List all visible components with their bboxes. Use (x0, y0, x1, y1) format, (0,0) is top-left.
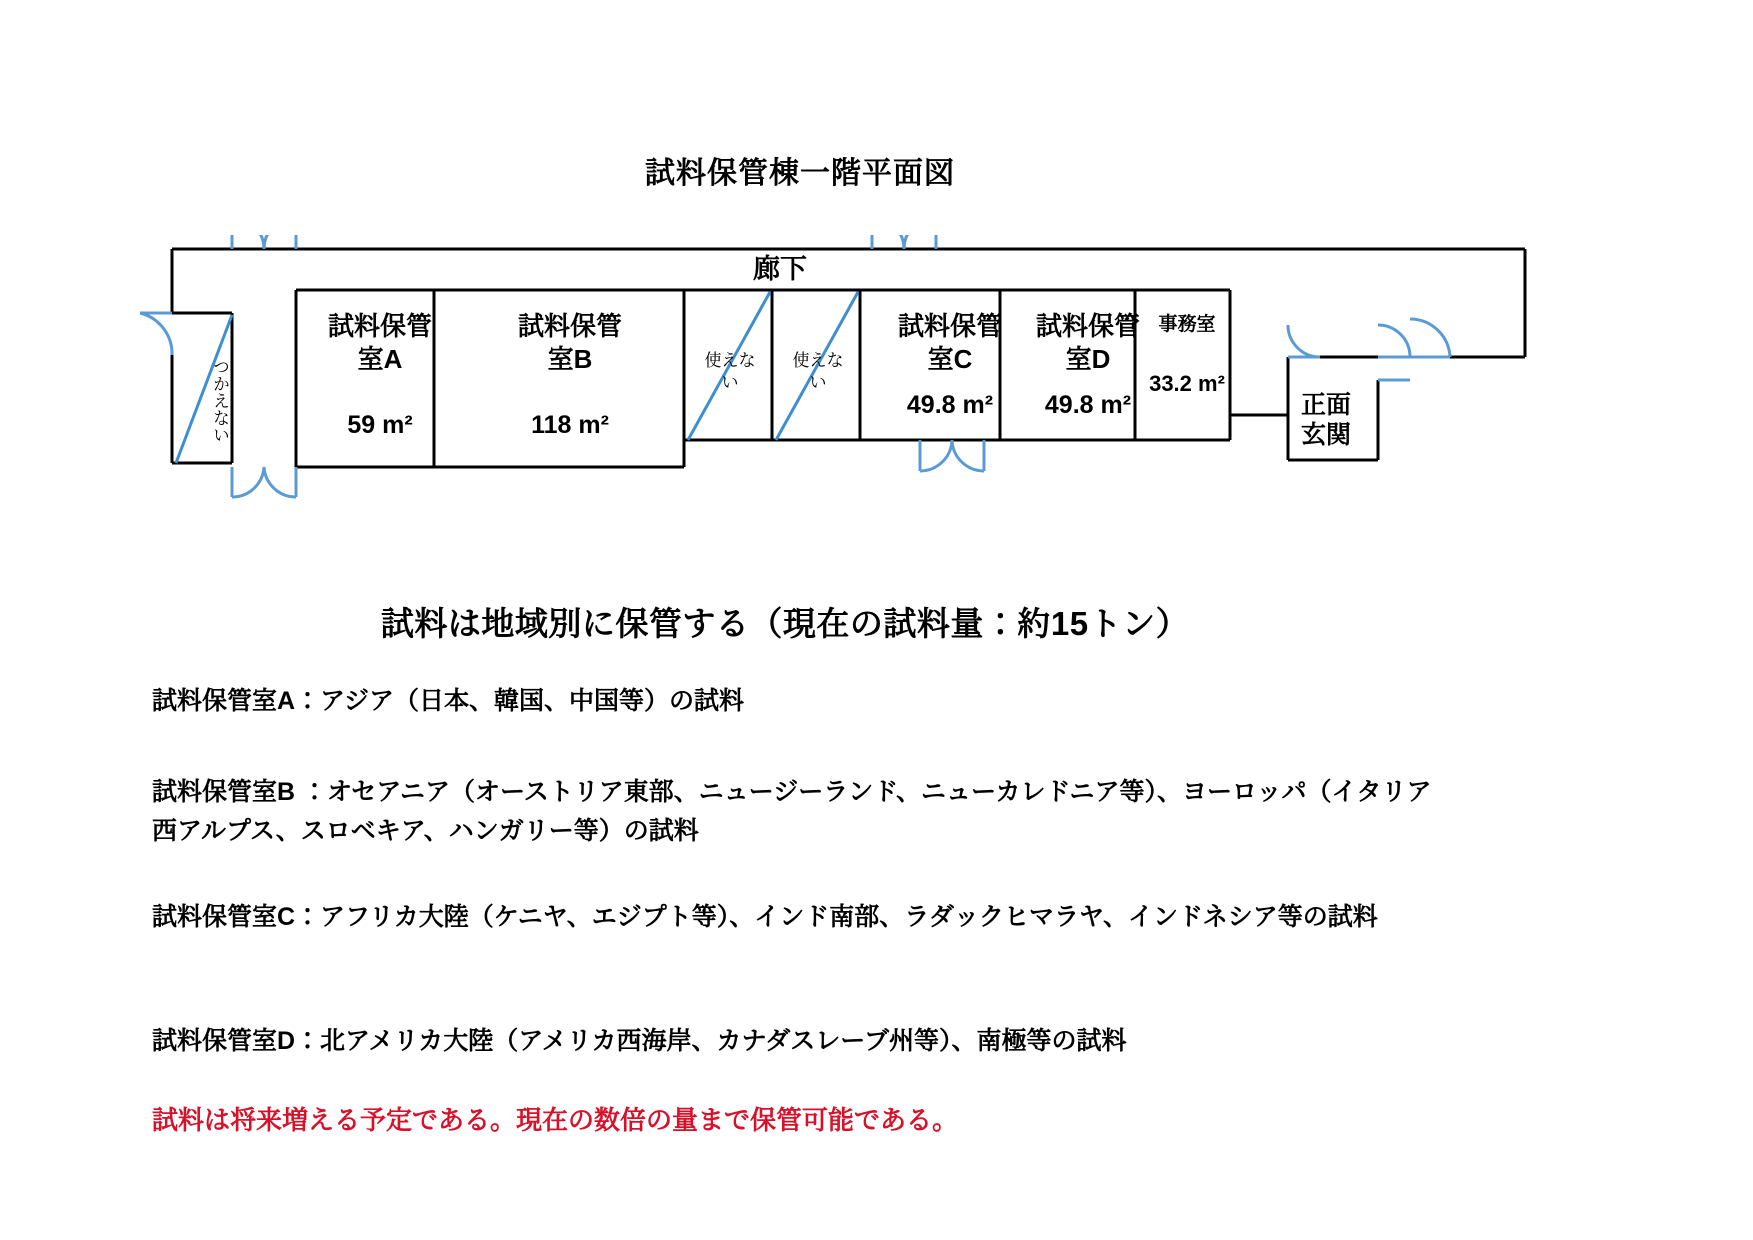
front-entrance-label: 正面 玄関 (1300, 391, 1351, 449)
future-capacity-note: 試料は将来増える予定である。現在の数倍の量まで保管可能である。 (152, 1105, 959, 1135)
hatch-lines (176, 292, 858, 463)
corridor-label: 廊下 (753, 254, 807, 284)
room-c-name-line1: 試料保管 (897, 311, 1002, 341)
storage-closet-label: つかえない (210, 357, 229, 443)
room-b-name-line1: 試料保管 (517, 311, 622, 341)
unusable-area-1-label: 使えない (704, 351, 756, 393)
office-name: 事務室 (1158, 314, 1216, 335)
room-d-area: 49.8 m² (1044, 391, 1132, 419)
room-c-area: 49.8 m² (906, 391, 994, 419)
room-c-name-line2: 室C (927, 343, 973, 374)
floor-plan-diagram (0, 235, 1753, 525)
room-a-name-line2: 室A (357, 343, 403, 374)
description-room-a: 試料保管室A：アジア（日本、韓国、中国等）の試料 (152, 687, 745, 715)
description-room-b: 試料保管室B ：オセアニア（オーストリア東部、ニュージーランド、ニューカレドニア等）、ヨーロッパ（イタリア西アルプス、スロベキア、ハンガリー等）の試料 (152, 778, 1432, 845)
floor-plan-svg (0, 235, 1753, 525)
door-swing-arcs (140, 235, 1450, 497)
room-b-name-line2: 室B (547, 343, 593, 374)
building-outline (172, 249, 1525, 467)
description-room-c: 試料保管室C：アフリカ大陸（ケニヤ、エジプト等）、インド南部、ラダックヒマラヤ、インドネシア等の試料 (152, 903, 1378, 931)
headline-text: 試料は地域別に保管する（現在の試料量：約15トン） (380, 605, 1190, 642)
page-title: 試料保管棟一階平面図 (645, 157, 955, 190)
room-a-name-line1: 試料保管 (327, 311, 432, 341)
room-b-area: 118 m² (531, 411, 609, 439)
unusable-area-2-label: 使えない (792, 351, 844, 393)
room-a-area: 59 m² (347, 411, 413, 439)
room-d-name-line2: 室D (1065, 343, 1111, 374)
room-d-name-line1: 試料保管 (1035, 311, 1140, 341)
office-area: 33.2 m² (1149, 371, 1225, 396)
description-room-d: 試料保管室D：北アメリカ大陸（アメリカ西海岸、カナダスレーブ州等）、南極等の試料 (152, 1027, 1127, 1055)
